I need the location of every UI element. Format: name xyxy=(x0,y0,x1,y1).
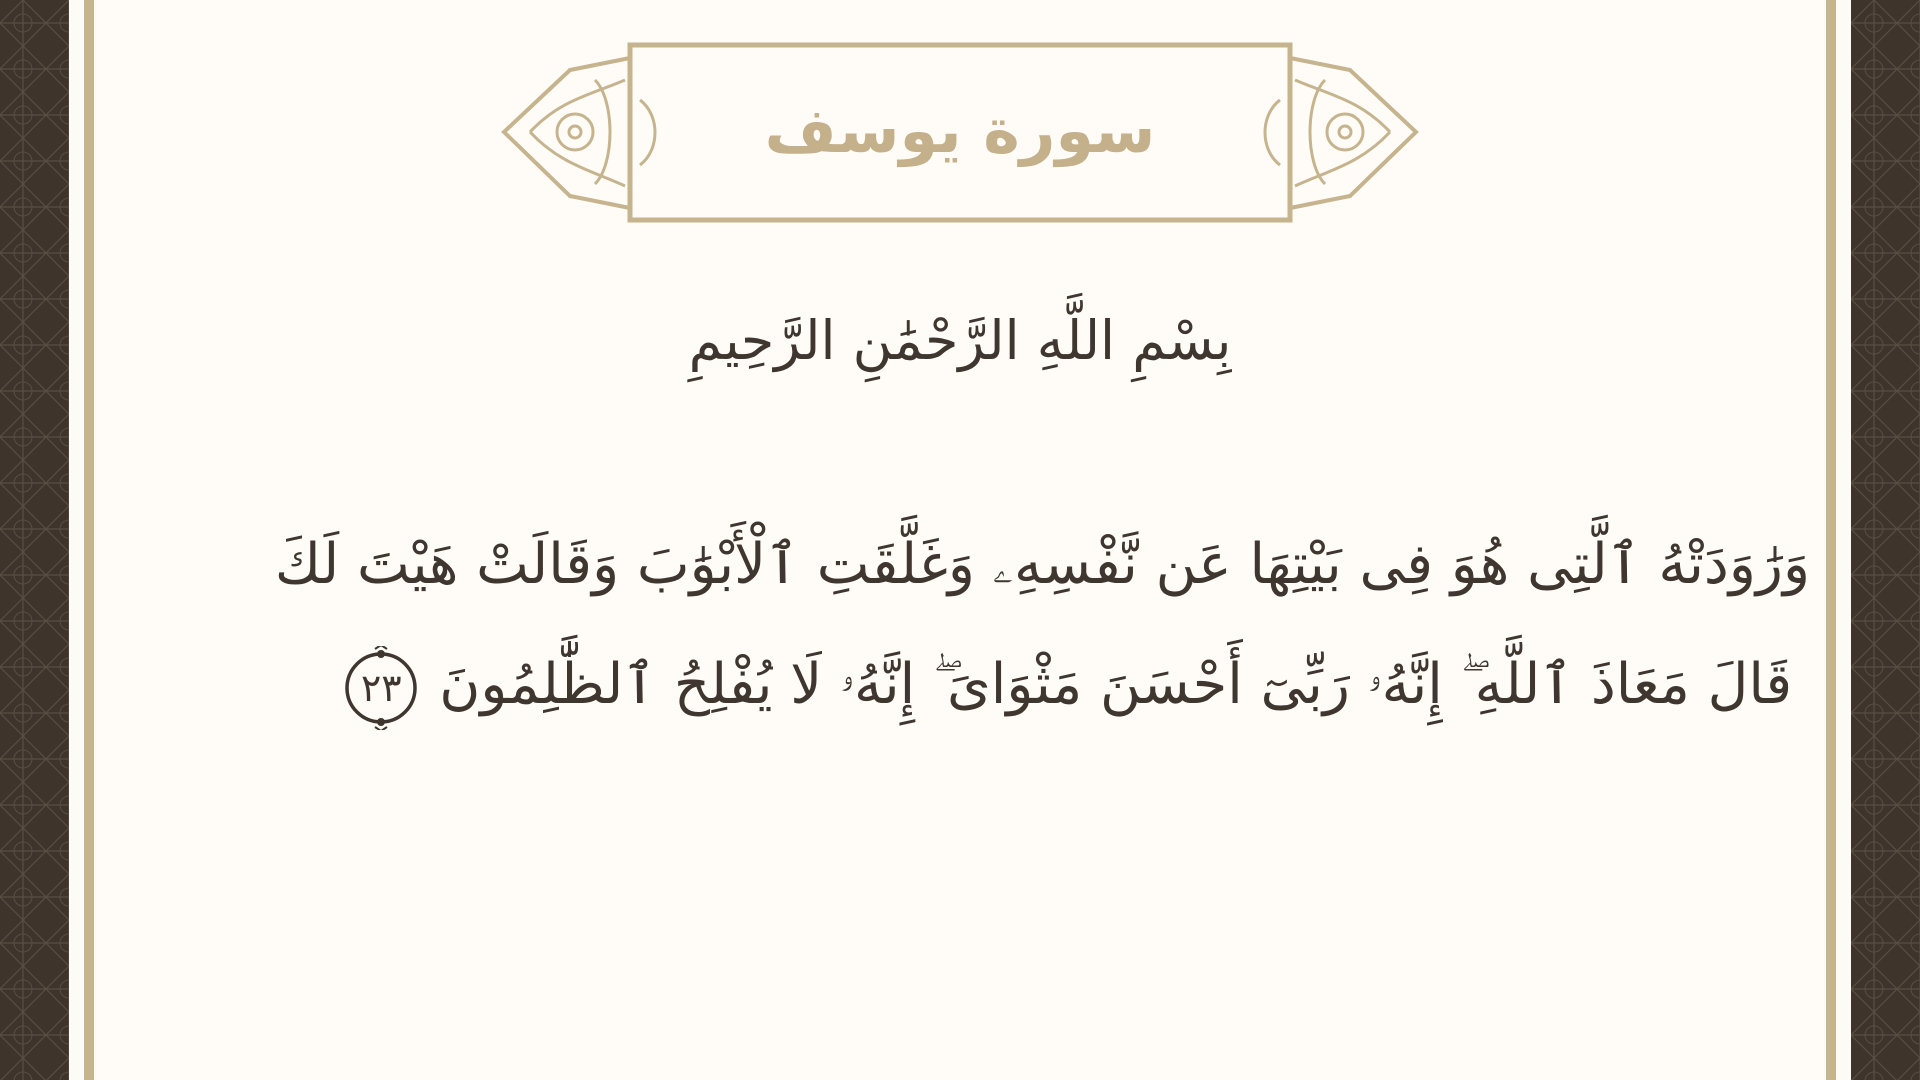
surah-title: سورة يوسف xyxy=(764,93,1156,167)
ayah-end-marker xyxy=(339,646,423,730)
right-ornamental-border xyxy=(1851,0,1920,1080)
left-gold-rule xyxy=(84,0,94,1080)
verse-line-1: وَرَٰوَدَتْهُ ٱلَّتِى هُوَ فِى بَيْتِهَا عَن نَّفْسِهِۦ وَغَلَّقَتِ ٱلْأَبْوَٰبَ وَقَالَتْ هَيْتَ لَكَ xyxy=(274,532,1810,597)
verse-text xyxy=(130,505,1810,745)
basmala: بِسْمِ اللَّهِ الرَّحْمَٰنِ الرَّحِيمِ xyxy=(688,308,1232,372)
ayah-number: ٢٣ xyxy=(360,665,402,710)
left-ornamental-border xyxy=(0,0,69,1080)
right-gold-rule xyxy=(1826,0,1836,1080)
verse-line-2 xyxy=(130,625,1810,745)
verse-line-2-text: ۚ قَالَ مَعَاذَ ٱللَّهِ ۖ إِنَّهُۥ رَبِّىٓ أَحْسَنَ مَثْوَاىَ ۖ إِنَّهُۥ لَا يُفْلِحُ ٱلظَّٰلِمُونَ xyxy=(439,652,1810,717)
